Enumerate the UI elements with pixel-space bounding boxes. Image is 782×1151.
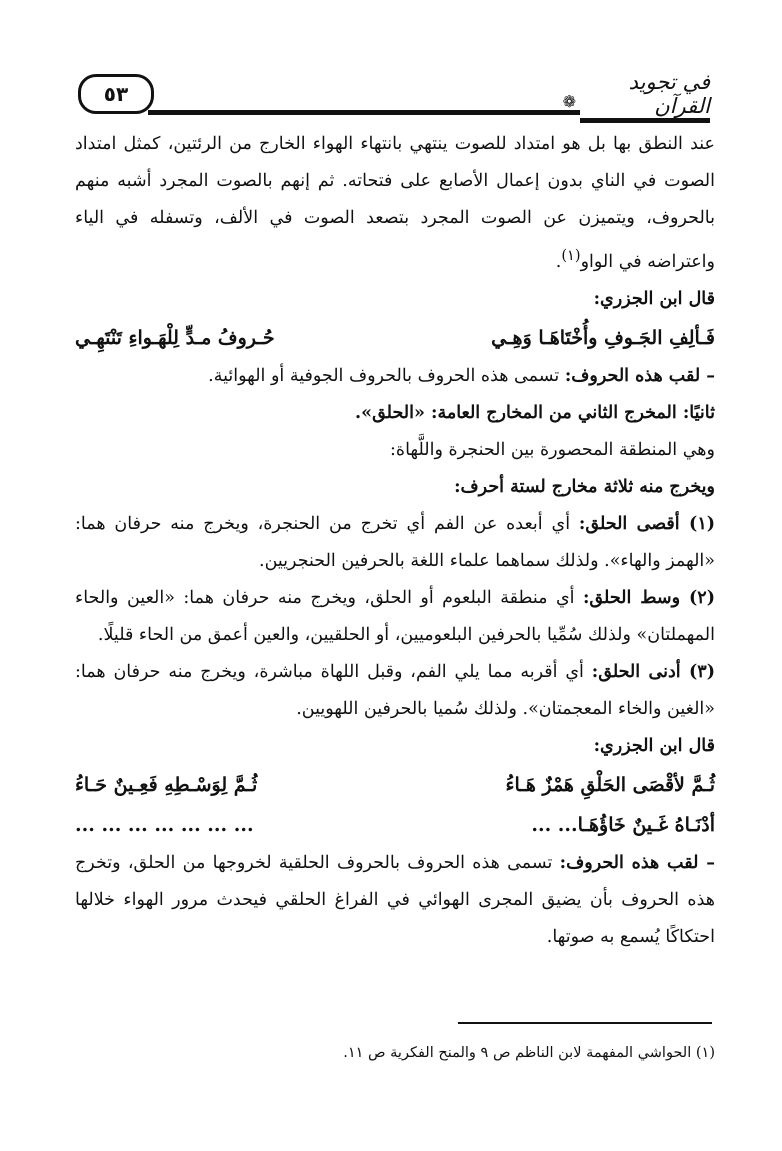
paragraph-label: – لقب هذه الحروف: — [564, 365, 715, 386]
footnote-divider — [458, 1022, 712, 1024]
item-text: أي أبعده عن الفم أي تخرج من الحنجرة، ويخرج منه حرفان هما: «الهمز والهاء». ولذلك سماهما علماء اللغة بالحرفين الحنجريين. — [75, 513, 715, 571]
item-label: (١) أقصى الحلق: — [578, 513, 715, 534]
ornament-icon: ❁ — [562, 92, 576, 111]
paragraph — [75, 358, 715, 395]
footnote: (١) الحواشي المفهمة لابن الناظم ص ٩ والمنح الفكرية ص ١١. — [343, 1045, 715, 1061]
paragraph-text: تسمى هذه الحروف بالحروف الحلقية لخروجها من الحلق، وتخرج هذه الحروف بأن يضيق المجرى الهوائي في الفراغ الحلقي فيحدث مرور الهواء خلالها احتكاكًا يُسمع به صوتها. — [75, 852, 715, 947]
paragraph — [75, 126, 715, 281]
verse-second-half: ثُـمَّ لِوَسْـطِهِ فَعِـينٌ حَـاءُ — [75, 773, 258, 796]
item-label: (٣) أدنى الحلق: — [591, 661, 715, 682]
running-title: في تجويد القرآن — [580, 62, 710, 123]
paragraph — [75, 845, 715, 956]
page-header — [78, 62, 710, 122]
verse-first-half: أدْنَـاهُ غَـينٌ خَاؤُهَـا... ... — [531, 813, 715, 836]
quote-intro: قال ابن الجزري: — [593, 735, 715, 756]
header-rule — [148, 110, 580, 115]
page-number: ٥٣ — [78, 74, 154, 114]
poem-verse — [75, 318, 715, 358]
footnote-ref: (١) — [561, 247, 581, 264]
quote-intro: قال ابن الجزري: — [593, 288, 715, 309]
list-item — [75, 580, 715, 654]
item-label: (٢) وسط الحلق: — [582, 587, 715, 608]
poem-verse — [75, 805, 715, 845]
verse-second-half: ... ... ... ... ... ... ... — [75, 813, 254, 836]
page-body — [75, 126, 715, 956]
paragraph-end: . — [555, 251, 562, 272]
paragraph-text: تسمى هذه الحروف بالحروف الجوفية أو الهوائية. — [208, 365, 560, 386]
verse-second-half: حُـروفُ مـدٍّ لِلْهَـواءِ تَنْتَهِـي — [75, 326, 275, 349]
section-heading: ثانيًا: المخرج الثاني من المخارج العامة: «الحلق». — [355, 402, 715, 423]
item-text: أي أقربه مما يلي الفم، وقبل اللهاة مباشرة، ويخرج منه حرفان هما: «الغين والخاء المعجمتان». ولذلك سُميا بالحرفين اللهويين. — [75, 661, 715, 719]
verse-first-half: فَـألِفِ الجَـوفِ وأُخْتَاهَـا وَهِـي — [491, 326, 715, 349]
list-item — [75, 654, 715, 728]
subheading: ويخرج منه ثلاثة مخارج لستة أحرف: — [454, 476, 715, 497]
poem-verse — [75, 765, 715, 805]
paragraph: وهي المنطقة المحصورة بين الحنجرة واللَّهاة: — [390, 439, 715, 460]
paragraph-text: عند النطق بها بل هو امتداد للصوت ينتهي بانتهاء الهواء الخارج من الرئتين، كمثل امتداد الصوت في الناي بدون إعمال الأصابع على فتحاته. ثم إنهم بالصوت المجرد أشبه منهم بالحروف، ويتميزن عن الصوت المجرد بتصعد الصوت في الألف، وتسفله في الياء واعتراضه في الواو — [75, 134, 715, 272]
list-item — [75, 506, 715, 580]
verse-first-half: ثُـمَّ لأقْصَى الحَلْقِ هَمْزٌ هَـاءُ — [505, 773, 715, 796]
paragraph-label: – لقب هذه الحروف: — [559, 852, 715, 873]
item-text: أي منطقة البلعوم أو الحلق، ويخرج منه حرفان هما: «العين والحاء المهملتان» ولذلك سُمِّيا بالحرفين البلعوميين، أو الحلقيين، والعين أعمق من الحاء قليلًا. — [75, 587, 715, 645]
